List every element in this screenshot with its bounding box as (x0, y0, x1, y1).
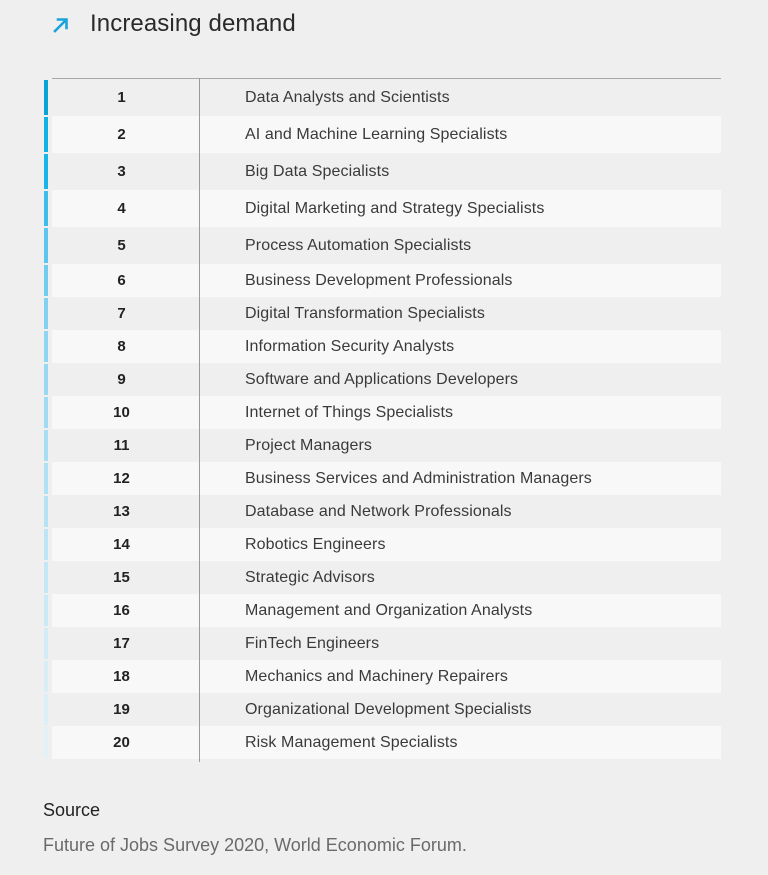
job-title: Organizational Development Specialists (245, 700, 532, 718)
rank-number: 15 (113, 569, 130, 586)
rank-number: 13 (113, 503, 130, 520)
table-row (44, 429, 721, 462)
section-header (52, 6, 296, 42)
job-title: Business Development Professionals (245, 271, 513, 289)
table-row (44, 190, 721, 227)
source-label: Source (43, 800, 101, 820)
table-row (44, 528, 721, 561)
rank-number: 10 (113, 404, 130, 421)
job-title: Internet of Things Specialists (245, 403, 454, 421)
rank-number: 1 (117, 89, 126, 106)
table-row (44, 227, 721, 264)
job-title: FinTech Engineers (245, 634, 380, 652)
table-row (44, 330, 721, 363)
table-row (44, 627, 721, 660)
table-row (44, 79, 721, 116)
table-row (44, 726, 721, 759)
rank-number: 8 (117, 338, 126, 355)
rank-number: 14 (113, 536, 130, 553)
rank-number: 6 (117, 272, 126, 289)
table-row (44, 363, 721, 396)
job-title: Mechanics and Machinery Repairers (245, 667, 508, 685)
job-title: Project Managers (245, 436, 372, 454)
job-title: Digital Marketing and Strategy Specialists (245, 199, 545, 217)
job-title: Digital Transformation Specialists (245, 304, 485, 322)
section-title: Increasing demand (90, 10, 296, 37)
column-divider (199, 78, 200, 762)
arrow-up-right-icon (52, 16, 70, 34)
rank-number: 18 (113, 668, 130, 685)
table-row (44, 116, 721, 153)
job-title: Data Analysts and Scientists (245, 88, 450, 106)
table-row (44, 297, 721, 330)
job-title: Risk Management Specialists (245, 733, 458, 751)
rank-number: 5 (117, 237, 126, 254)
job-title: AI and Machine Learning Specialists (245, 125, 508, 143)
table-row (44, 693, 721, 726)
rank-number: 12 (113, 470, 130, 487)
rank-number: 3 (117, 163, 126, 180)
table-row (44, 594, 721, 627)
rank-number: 9 (117, 371, 126, 388)
rank-number: 19 (113, 701, 130, 718)
job-title: Robotics Engineers (245, 535, 386, 553)
table-row (44, 495, 721, 528)
job-title: Software and Applications Developers (245, 370, 519, 388)
table-row (44, 660, 721, 693)
job-title: Database and Network Professionals (245, 502, 512, 520)
job-title: Business Services and Administration Managers (245, 469, 592, 487)
job-title: Information Security Analysts (245, 337, 455, 355)
job-title: Process Automation Specialists (245, 236, 472, 254)
table-row (44, 462, 721, 495)
table-row (44, 264, 721, 297)
source-text: Future of Jobs Survey 2020, World Economic Forum. (43, 835, 467, 855)
rank-number: 4 (117, 200, 126, 217)
job-title: Big Data Specialists (245, 162, 390, 180)
rank-number: 2 (117, 126, 126, 143)
rank-number: 7 (117, 305, 126, 322)
table-rows (44, 79, 721, 759)
table-row (44, 153, 721, 190)
job-title: Management and Organization Analysts (245, 601, 533, 619)
rank-number: 16 (113, 602, 130, 619)
table-row (44, 561, 721, 594)
rank-number: 17 (113, 635, 130, 652)
table-row (44, 396, 721, 429)
rank-number: 11 (113, 437, 130, 454)
rank-number: 20 (113, 734, 130, 751)
job-title: Strategic Advisors (245, 568, 375, 586)
